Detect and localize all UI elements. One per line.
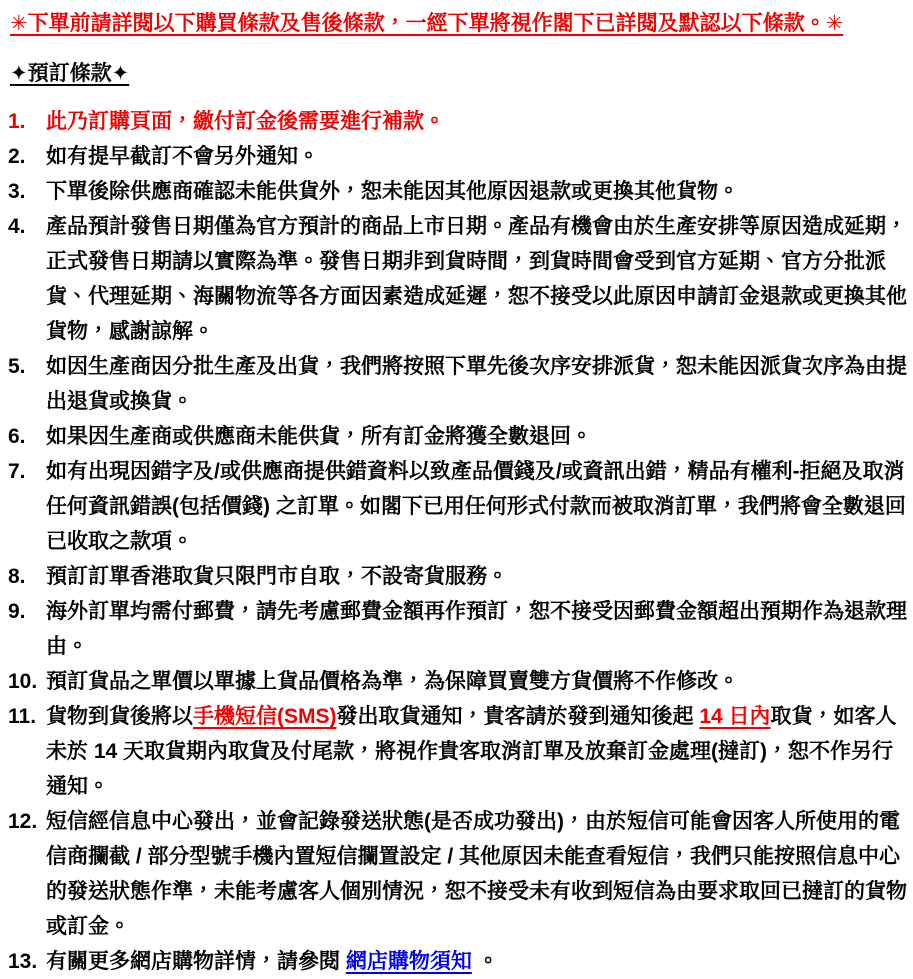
- term-segment: 。: [471, 950, 499, 973]
- term-number: 11.: [8, 705, 37, 728]
- term-number: 7.: [8, 460, 26, 483]
- term-item: [8, 419, 907, 454]
- term-segment: 如有出現因錯字及/或供應商提供錯資料以致產品價錢及/或資訊出錯，精品有權利-拒絕及取消任何資訊錯誤(包括價錢) 之訂單。如閣下已用任何形式付款而被取消訂單，我們將會全數退回已收取之款項。: [46, 460, 906, 553]
- term-segment-highlight: 此乃訂購頁面，繳付訂金後需要進行補款。: [46, 110, 445, 133]
- term-number: 2.: [8, 145, 26, 168]
- term-segment: 如有提早截訂不會另外通知。: [46, 145, 319, 168]
- term-number: 1.: [8, 110, 26, 133]
- term-text: [46, 174, 907, 209]
- section-title-pre-order-terms: ✦預訂條款✦: [10, 62, 130, 85]
- term-item: [8, 699, 907, 804]
- term-segment: 如果因生產商或供應商未能供貨，所有訂金將獲全數退回。: [46, 425, 592, 448]
- term-number: 5.: [8, 355, 26, 378]
- term-item: [8, 349, 907, 419]
- term-text: [46, 209, 907, 349]
- term-segment: 取貨，如客人未於 14 天取貨期內取貨及付尾款，將視作貴客取消訂單及放棄訂金處理(撻訂)，恕不作另行通知。: [46, 705, 897, 798]
- term-text: [46, 944, 907, 979]
- pre-order-warning-heading: ✳下單前請詳閱以下購買條款及售後條款，一經下單將視作閣下已詳閱及默認以下條款。✳: [10, 12, 844, 35]
- term-item: [8, 559, 907, 594]
- term-segment: 短信經信息中心發出，並會記錄發送狀態(是否成功發出)，由於短信可能會因客人所使用的電信商攔截 / 部分型號手機內置短信攔置設定 / 其他原因未能查看短信，我們只能按照信息中心的發送狀態作準，未能考慮客人個別情況，恕不接受未有收到短信為由要求取回已撻訂的貨物或訂金。: [46, 810, 907, 938]
- term-segment: 有關更多網店購物詳情，請參閱: [46, 950, 346, 973]
- term-text: [46, 419, 907, 454]
- term-text: [46, 699, 907, 804]
- term-segment: 如因生產商因分批生產及出貨，我們將按照下單先後次序安排派貨，恕未能因派貨次序為由提出退貨或換貨。: [46, 355, 907, 413]
- term-item: [8, 174, 907, 209]
- term-text: [46, 454, 907, 559]
- term-item: [8, 139, 907, 174]
- term-number: 10.: [8, 670, 38, 693]
- term-number: 13.: [8, 950, 38, 973]
- store-shopping-guide-link[interactable]: 網店購物須知: [345, 950, 472, 973]
- term-item: [8, 944, 907, 979]
- term-text: [46, 804, 907, 944]
- term-item: [8, 804, 907, 944]
- term-item: [8, 594, 907, 664]
- term-segment-highlight: 手機短信(SMS): [193, 705, 337, 728]
- term-text: [46, 139, 907, 174]
- term-item: [8, 454, 907, 559]
- term-segment: 預訂貨品之單價以單據上貨品價格為準，為保障買賣雙方貨價將不作修改。: [46, 670, 739, 693]
- term-segment-highlight: 14 日內: [699, 705, 771, 728]
- term-segment: 發出取貨通知，貴客請於發到通知後起: [336, 705, 700, 728]
- term-number: 9.: [8, 600, 26, 623]
- term-number: 6.: [8, 425, 26, 448]
- term-number: 4.: [8, 215, 26, 238]
- term-segment: 產品預計發售日期僅為官方預計的商品上市日期。產品有機會由於生產安排等原因造成延期，正式發售日期請以實際為準。發售日期非到貨時間，到貨時間會受到官方延期、官方分批派貨、代理延期、海關物流等各方面因素造成延遲，恕不接受以此原因申請訂金退款或更換其他貨物，感謝諒解。: [46, 215, 907, 343]
- term-text: [46, 664, 907, 699]
- term-item: [8, 104, 907, 139]
- term-segment: 貨物到貨後將以: [46, 705, 193, 728]
- term-segment: 下單後除供應商確認未能供貨外，恕未能因其他原因退款或更換其他貨物。: [46, 180, 739, 203]
- term-text: [46, 349, 907, 419]
- term-number: 3.: [8, 180, 26, 203]
- terms-list: [8, 104, 907, 979]
- term-segment: 預訂訂單香港取貨只限門市自取，不設寄貨服務。: [46, 565, 508, 588]
- term-item: [8, 664, 907, 699]
- term-number: 8.: [8, 565, 26, 588]
- term-text: [46, 594, 907, 664]
- term-number: 12.: [8, 810, 38, 833]
- term-segment: 海外訂單均需付郵費，請先考慮郵費金額再作預訂，恕不接受因郵費金額超出預期作為退款理由。: [46, 600, 907, 658]
- term-text: [46, 104, 907, 139]
- term-item: [8, 209, 907, 349]
- term-text: [46, 559, 907, 594]
